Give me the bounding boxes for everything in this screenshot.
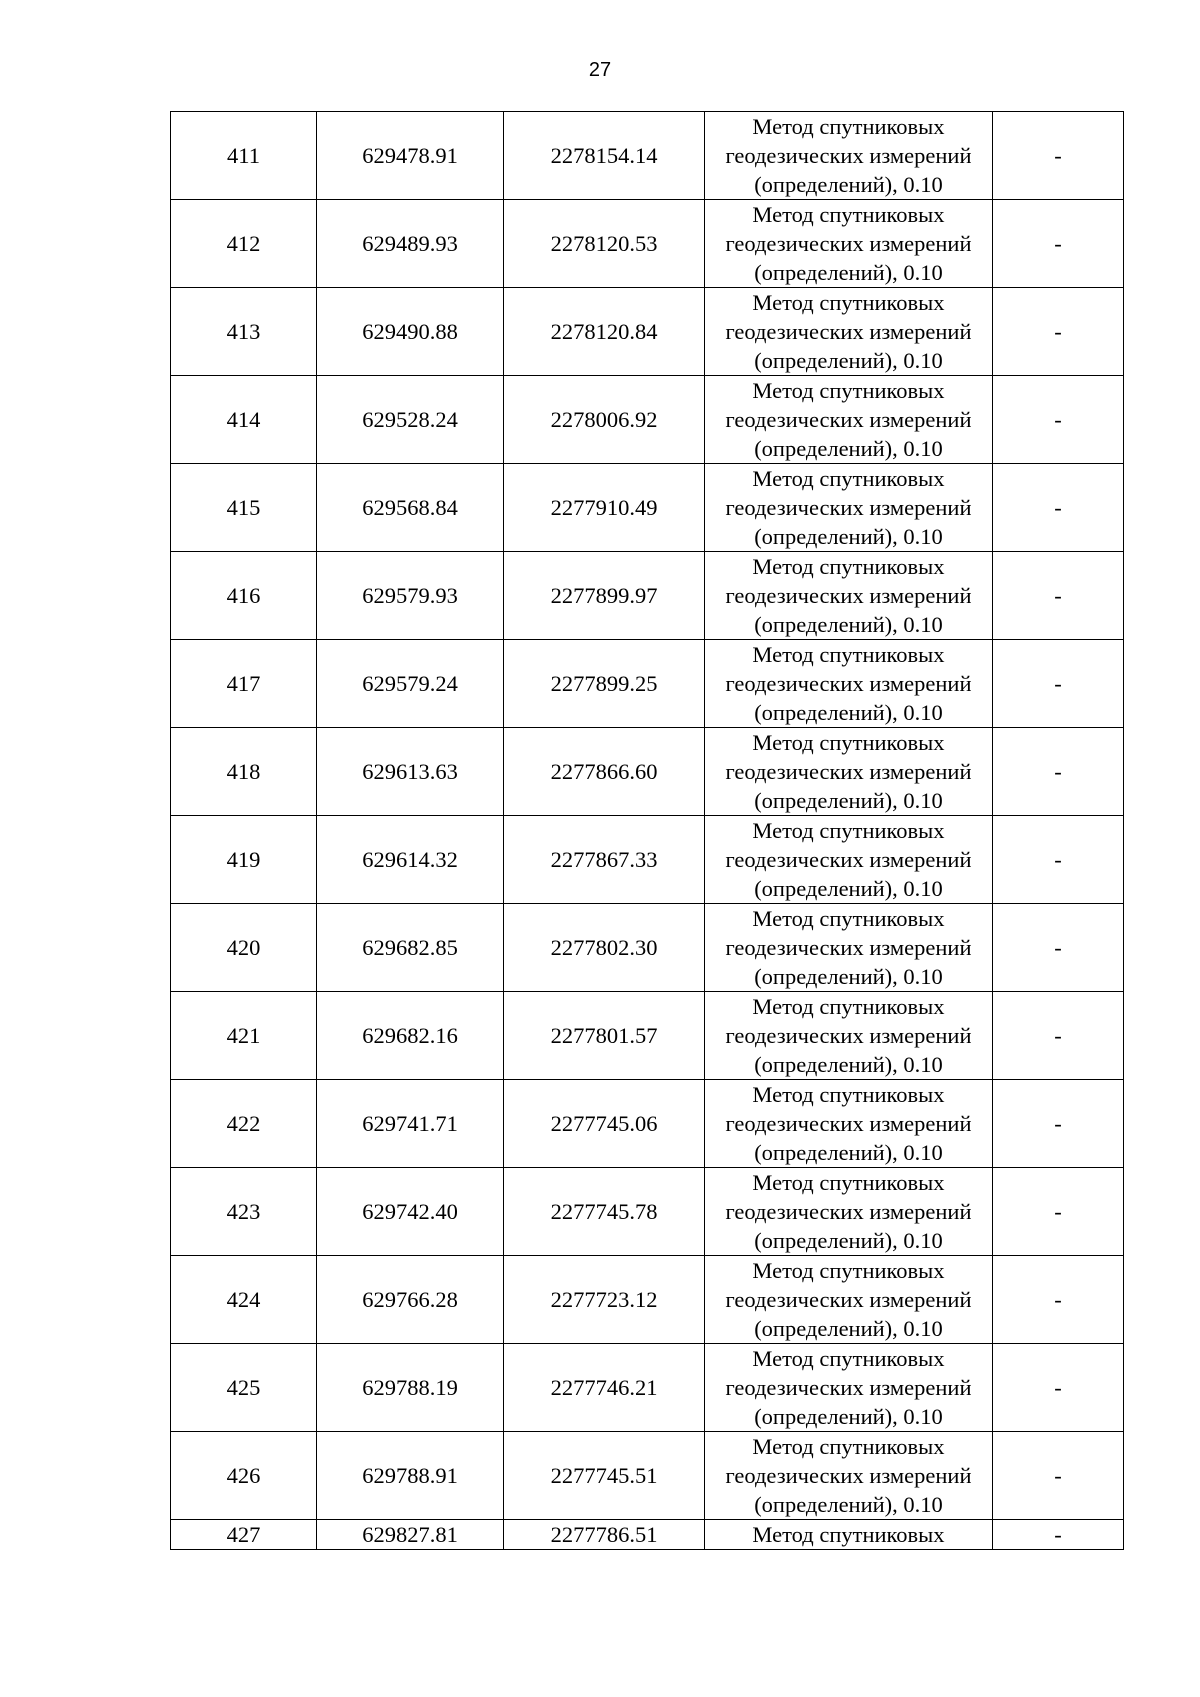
point-number-cell: 417	[171, 640, 317, 728]
method-line: Метод спутниковых	[752, 1258, 945, 1283]
method-cell	[705, 816, 993, 904]
table-row	[171, 112, 1124, 200]
method-line: геодезических измерений	[725, 495, 972, 520]
y-coordinate-cell: 2277866.60	[504, 728, 705, 816]
point-number-cell: 411	[171, 112, 317, 200]
method-cell	[705, 376, 993, 464]
point-number-cell: 413	[171, 288, 317, 376]
note-cell: -	[993, 816, 1124, 904]
x-coordinate-cell: 629827.81	[317, 1520, 504, 1550]
method-cell	[705, 112, 993, 200]
method-line: Метод спутниковых	[752, 378, 945, 403]
method-line: (определений), 0.10	[754, 524, 943, 549]
x-coordinate-cell: 629682.85	[317, 904, 504, 992]
y-coordinate-cell: 2277786.51	[504, 1520, 705, 1550]
method-line: (определений), 0.10	[754, 788, 943, 813]
method-line: геодезических измерений	[725, 759, 972, 784]
method-line: Метод спутниковых	[752, 906, 945, 931]
method-cell	[705, 1080, 993, 1168]
table-row	[171, 464, 1124, 552]
note-cell: -	[993, 376, 1124, 464]
table-row	[171, 992, 1124, 1080]
y-coordinate-cell: 2277910.49	[504, 464, 705, 552]
method-cell	[705, 464, 993, 552]
point-number-cell: 412	[171, 200, 317, 288]
method-line: геодезических измерений	[725, 1023, 972, 1048]
note-cell: -	[993, 1520, 1124, 1550]
x-coordinate-cell: 629528.24	[317, 376, 504, 464]
y-coordinate-cell: 2277745.78	[504, 1168, 705, 1256]
method-line: (определений), 0.10	[754, 964, 943, 989]
table-row	[171, 1432, 1124, 1520]
method-cell	[705, 288, 993, 376]
method-line: Метод спутниковых	[752, 1434, 945, 1459]
method-line: Метод спутниковых	[752, 1522, 945, 1547]
x-coordinate-cell: 629741.71	[317, 1080, 504, 1168]
method-line: Метод спутниковых	[752, 1082, 945, 1107]
x-coordinate-cell: 629614.32	[317, 816, 504, 904]
y-coordinate-cell: 2277802.30	[504, 904, 705, 992]
point-number-cell: 416	[171, 552, 317, 640]
method-line: геодезических измерений	[725, 1463, 972, 1488]
point-number-cell: 418	[171, 728, 317, 816]
method-line: Метод спутниковых	[752, 1170, 945, 1195]
method-line: (определений), 0.10	[754, 436, 943, 461]
y-coordinate-cell: 2277867.33	[504, 816, 705, 904]
method-line: Метод спутниковых	[752, 730, 945, 755]
method-line: геодезических измерений	[725, 1287, 972, 1312]
table-row	[171, 376, 1124, 464]
x-coordinate-cell: 629490.88	[317, 288, 504, 376]
x-coordinate-cell: 629788.91	[317, 1432, 504, 1520]
method-line: Метод спутниковых	[752, 818, 945, 843]
x-coordinate-cell: 629742.40	[317, 1168, 504, 1256]
note-cell: -	[993, 640, 1124, 728]
x-coordinate-cell: 629489.93	[317, 200, 504, 288]
table-row	[171, 288, 1124, 376]
note-cell: -	[993, 992, 1124, 1080]
method-line: (определений), 0.10	[754, 1140, 943, 1165]
method-line: Метод спутниковых	[752, 554, 945, 579]
method-cell	[705, 992, 993, 1080]
method-cell	[705, 904, 993, 992]
method-line: геодезических измерений	[725, 847, 972, 872]
y-coordinate-cell: 2277801.57	[504, 992, 705, 1080]
note-cell: -	[993, 1432, 1124, 1520]
table-row	[171, 1344, 1124, 1432]
method-line: геодезических измерений	[725, 143, 972, 168]
table-row	[171, 904, 1124, 992]
point-number-cell: 415	[171, 464, 317, 552]
table-row	[171, 200, 1124, 288]
point-number-cell: 427	[171, 1520, 317, 1550]
method-line: Метод спутниковых	[752, 466, 945, 491]
method-line: Метод спутниковых	[752, 994, 945, 1019]
table-row	[171, 1080, 1124, 1168]
y-coordinate-cell: 2277899.25	[504, 640, 705, 728]
point-number-cell: 422	[171, 1080, 317, 1168]
method-line: Метод спутниковых	[752, 642, 945, 667]
note-cell: -	[993, 552, 1124, 640]
x-coordinate-cell: 629682.16	[317, 992, 504, 1080]
method-line: (определений), 0.10	[754, 348, 943, 373]
method-line: Метод спутниковых	[752, 114, 945, 139]
y-coordinate-cell: 2278120.53	[504, 200, 705, 288]
table-row	[171, 1256, 1124, 1344]
method-line: геодезических измерений	[725, 1199, 972, 1224]
note-cell: -	[993, 1168, 1124, 1256]
table-row	[171, 1520, 1124, 1550]
note-cell: -	[993, 728, 1124, 816]
table-row	[171, 552, 1124, 640]
method-line: (определений), 0.10	[754, 700, 943, 725]
y-coordinate-cell: 2278120.84	[504, 288, 705, 376]
method-line: (определений), 0.10	[754, 1404, 943, 1429]
method-line: геодезических измерений	[725, 1375, 972, 1400]
coordinates-table-body	[171, 112, 1124, 1550]
y-coordinate-cell: 2277746.21	[504, 1344, 705, 1432]
x-coordinate-cell: 629568.84	[317, 464, 504, 552]
point-number-cell: 424	[171, 1256, 317, 1344]
note-cell: -	[993, 1344, 1124, 1432]
method-line: (определений), 0.10	[754, 1316, 943, 1341]
note-cell: -	[993, 904, 1124, 992]
x-coordinate-cell: 629579.24	[317, 640, 504, 728]
method-line: геодезических измерений	[725, 671, 972, 696]
method-cell	[705, 1520, 993, 1550]
method-line: геодезических измерений	[725, 319, 972, 344]
method-line: геодезических измерений	[725, 407, 972, 432]
method-line: геодезических измерений	[725, 583, 972, 608]
method-line: (определений), 0.10	[754, 1228, 943, 1253]
y-coordinate-cell: 2278154.14	[504, 112, 705, 200]
y-coordinate-cell: 2277723.12	[504, 1256, 705, 1344]
method-line: (определений), 0.10	[754, 172, 943, 197]
method-cell	[705, 728, 993, 816]
note-cell: -	[993, 1080, 1124, 1168]
table-row	[171, 816, 1124, 904]
x-coordinate-cell: 629613.63	[317, 728, 504, 816]
method-line: геодезических измерений	[725, 231, 972, 256]
coordinates-table	[170, 111, 1124, 1550]
point-number-cell: 421	[171, 992, 317, 1080]
x-coordinate-cell: 629579.93	[317, 552, 504, 640]
note-cell: -	[993, 1256, 1124, 1344]
y-coordinate-cell: 2277899.97	[504, 552, 705, 640]
table-row	[171, 640, 1124, 728]
method-line: Метод спутниковых	[752, 290, 945, 315]
method-cell	[705, 200, 993, 288]
y-coordinate-cell: 2277745.06	[504, 1080, 705, 1168]
method-cell	[705, 1256, 993, 1344]
method-cell	[705, 640, 993, 728]
method-line: (определений), 0.10	[754, 260, 943, 285]
point-number-cell: 426	[171, 1432, 317, 1520]
method-line: геодезических измерений	[725, 935, 972, 960]
point-number-cell: 414	[171, 376, 317, 464]
point-number-cell: 425	[171, 1344, 317, 1432]
note-cell: -	[993, 464, 1124, 552]
method-line: Метод спутниковых	[752, 202, 945, 227]
method-cell	[705, 552, 993, 640]
note-cell: -	[993, 112, 1124, 200]
x-coordinate-cell: 629766.28	[317, 1256, 504, 1344]
x-coordinate-cell: 629478.91	[317, 112, 504, 200]
method-cell	[705, 1168, 993, 1256]
method-line: (определений), 0.10	[754, 612, 943, 637]
method-line: геодезических измерений	[725, 1111, 972, 1136]
method-line: Метод спутниковых	[752, 1346, 945, 1371]
y-coordinate-cell: 2278006.92	[504, 376, 705, 464]
method-cell	[705, 1344, 993, 1432]
point-number-cell: 419	[171, 816, 317, 904]
y-coordinate-cell: 2277745.51	[504, 1432, 705, 1520]
point-number-cell: 420	[171, 904, 317, 992]
method-cell	[705, 1432, 993, 1520]
note-cell: -	[993, 200, 1124, 288]
method-line: (определений), 0.10	[754, 1052, 943, 1077]
table-row	[171, 728, 1124, 816]
method-line: (определений), 0.10	[754, 1492, 943, 1517]
point-number-cell: 423	[171, 1168, 317, 1256]
page-number: 27	[588, 59, 612, 81]
x-coordinate-cell: 629788.19	[317, 1344, 504, 1432]
method-line: (определений), 0.10	[754, 876, 943, 901]
note-cell: -	[993, 288, 1124, 376]
table-row	[171, 1168, 1124, 1256]
